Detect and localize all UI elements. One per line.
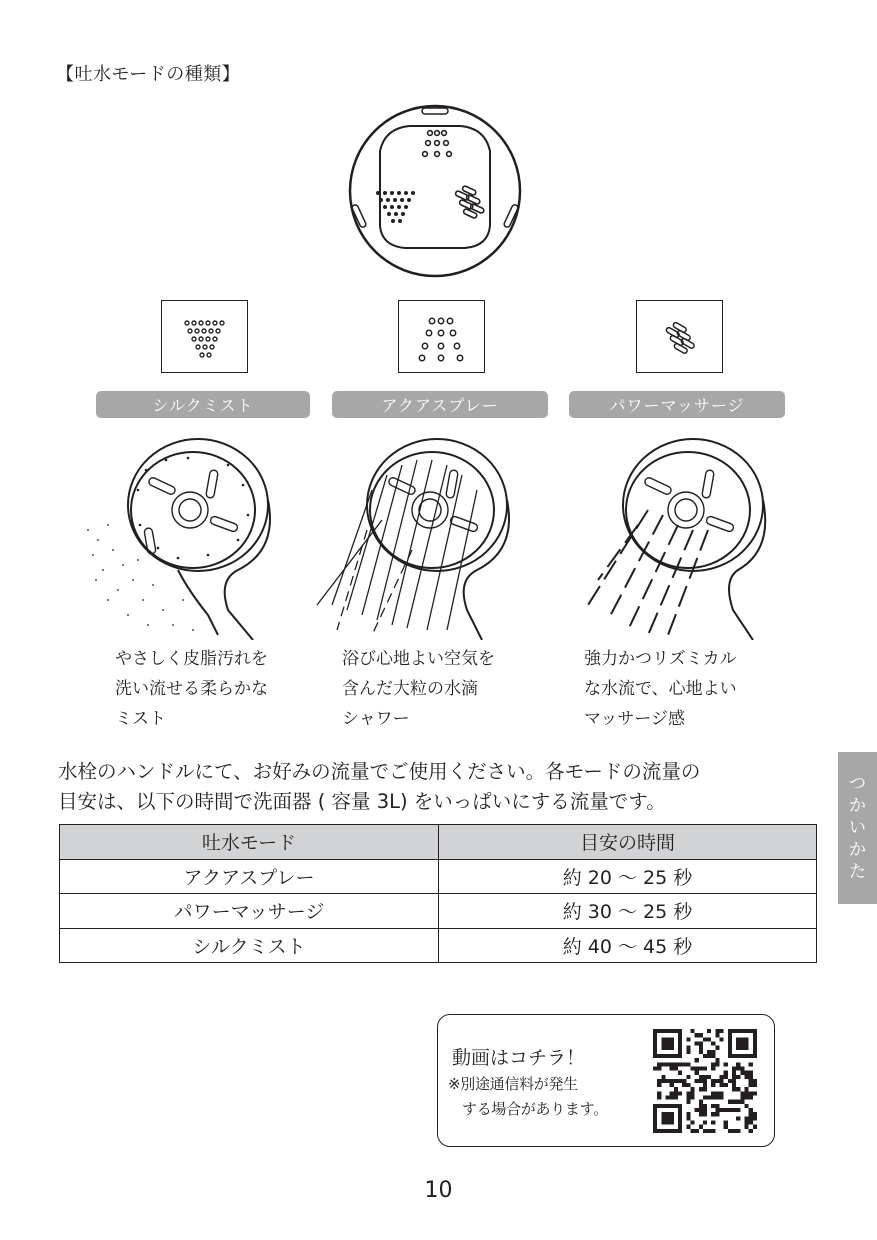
table-row	[60, 928, 817, 963]
mode-label-power: パワーマッサージ	[569, 391, 785, 418]
qr-card-note: ※別途通信料が発生	[448, 1075, 578, 1093]
description-line: 浴び心地よい空気を	[342, 649, 495, 669]
table-row	[60, 894, 817, 929]
table-cell-mode: アクアスプレー	[60, 859, 439, 894]
description-line: 強力かつリズミカル	[584, 649, 737, 669]
table-cell-time: 約 20 ～ 25 秒	[439, 859, 817, 894]
page-number: 10	[424, 1178, 453, 1203]
table-cell-mode: パワーマッサージ	[60, 894, 439, 929]
section-title: 【吐水モードの種類】	[56, 64, 241, 85]
description-line: な水流で、心地よい	[584, 679, 737, 699]
triangle-dots-icon	[162, 301, 246, 371]
table-cell-mode: シルクミスト	[60, 928, 439, 963]
silk-mist-shower-illustration	[78, 430, 298, 640]
mode-description-power	[584, 644, 784, 734]
table-header-mode: 吐水モード	[60, 825, 439, 860]
flow-rate-intro	[58, 757, 700, 817]
mode-icon-box-aqua	[398, 300, 485, 373]
aqua-spray-shower-illustration	[312, 430, 532, 640]
side-tab-char: い	[849, 818, 866, 838]
section-side-tab	[838, 752, 877, 904]
description-line: シャワー	[342, 709, 410, 729]
mode-label-aqua: アクアスプレー	[332, 391, 548, 418]
table-header-row	[60, 825, 817, 860]
intro-line: 水栓のハンドルにて、お好みの流量でご使用ください。各モードの流量の	[58, 760, 701, 783]
table-cell-time: 約 30 ～ 25 秒	[439, 894, 817, 929]
wave-jets-icon	[637, 301, 721, 371]
power-massage-shower-illustration	[568, 430, 788, 640]
description-line: 含んだ大粒の水滴	[342, 679, 478, 699]
description-line: ミスト	[115, 709, 166, 729]
side-tab-char: た	[849, 862, 866, 882]
side-tab-char: か	[849, 840, 866, 860]
side-tab-char: か	[849, 796, 866, 816]
mode-description-silk	[115, 644, 315, 734]
qr-code-icon[interactable]	[653, 1029, 757, 1133]
mode-icon-box-power	[636, 300, 723, 373]
description-line: マッサージ感	[584, 709, 685, 729]
qr-card-note: する場合があります。	[462, 1100, 608, 1118]
mode-description-aqua	[342, 644, 542, 734]
side-tab-char: つ	[849, 774, 866, 794]
table-row	[60, 859, 817, 894]
description-line: 洗い流せる柔らかな	[115, 679, 268, 699]
shower-dial-illustration	[340, 96, 530, 286]
mode-icon-box-silk	[161, 300, 248, 373]
description-line: やさしく皮脂汚れを	[115, 649, 268, 669]
table-header-time: 目安の時間	[439, 825, 817, 860]
video-qr-card	[437, 1014, 775, 1147]
circle-dots-icon	[399, 301, 483, 371]
mode-label-silk: シルクミスト	[96, 391, 310, 418]
flow-rate-table	[59, 824, 817, 963]
qr-card-title: 動画はコチラ！	[452, 1047, 586, 1069]
intro-line: 目安は、以下の時間で洗面器 ( 容量 3L) をいっぱいにする流量です。	[58, 790, 666, 813]
table-cell-time: 約 40 ～ 45 秒	[439, 928, 817, 963]
